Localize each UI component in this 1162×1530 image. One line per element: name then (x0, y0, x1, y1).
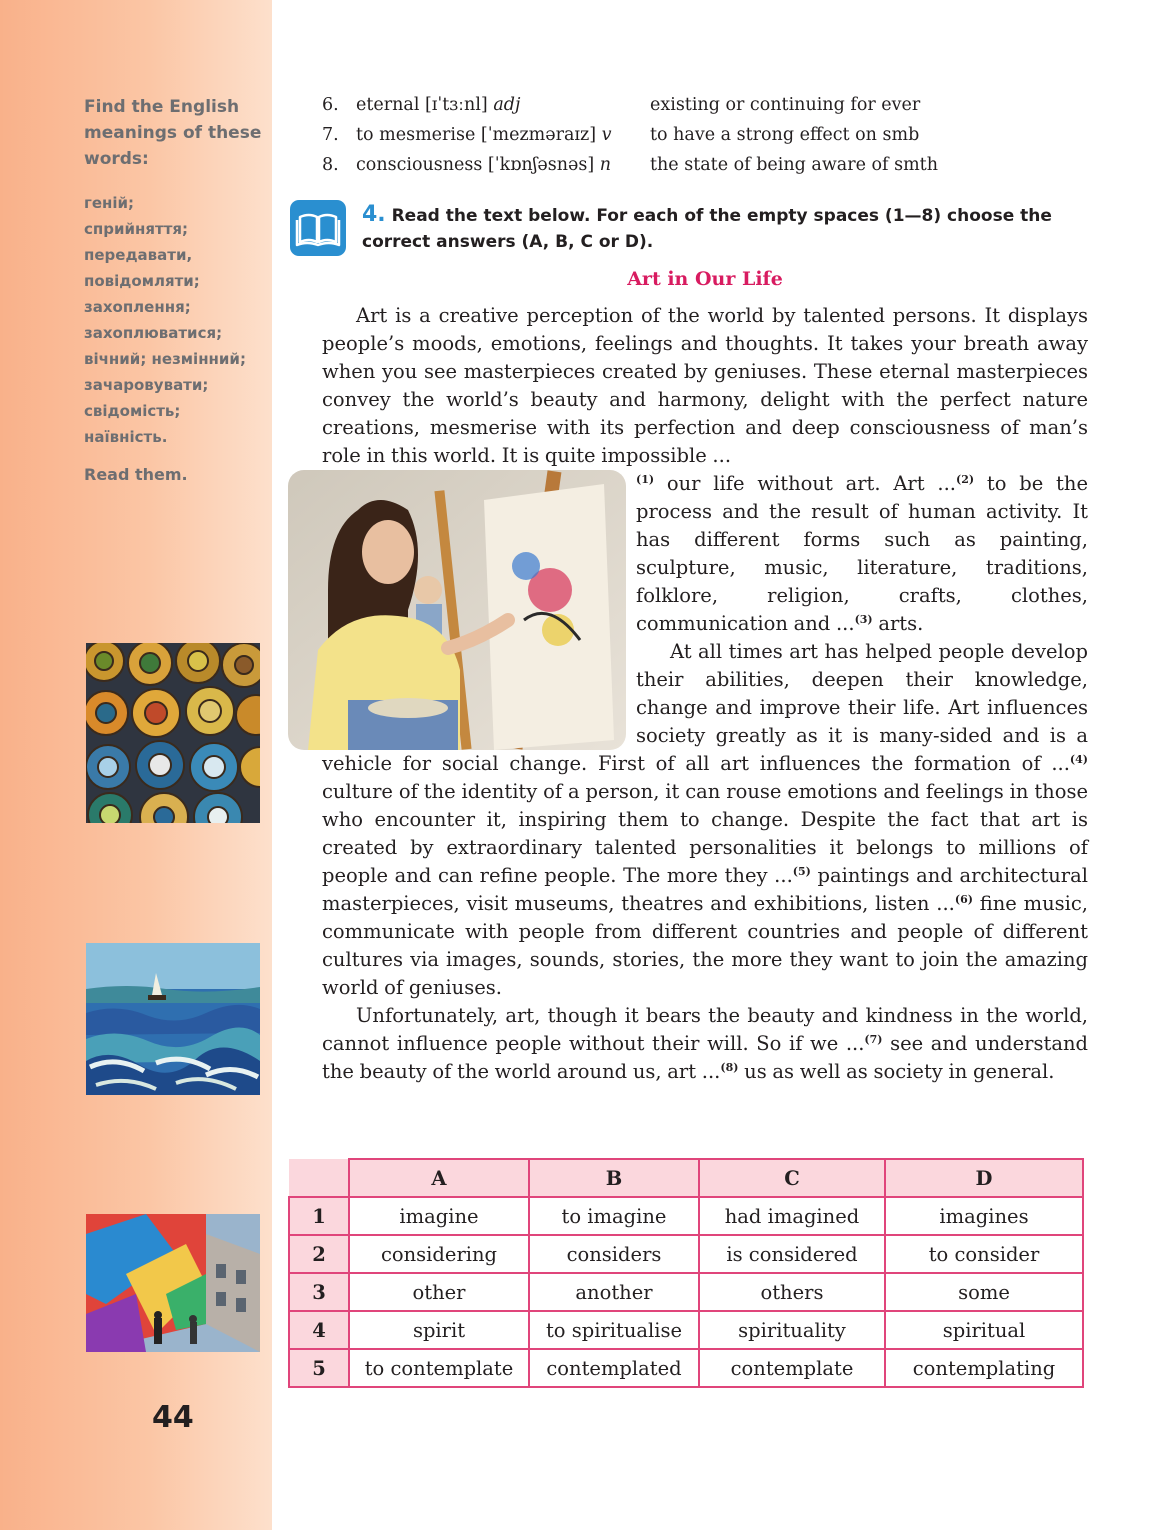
table-row (289, 1273, 1083, 1311)
option-cell: to consider (885, 1235, 1083, 1273)
option-cell: to contemplate (349, 1349, 529, 1387)
row-number: 5 (289, 1349, 349, 1387)
row-number: 3 (289, 1273, 349, 1311)
reading-text: Art is a creative perception of the world by talented persons. It displays people’s moods, emotions, feelings and thoughts. It takes your breath away when you see masterpieces created by geniuses. These eternal masterpieces convey the world’s beauty and harmony, delight with the perfect nature creations, mesmerise with its perfection and deep consciousness of man’s role in this world. It is quite impossible ... $^{(1)}$ our life without art. Art ...$^{(2)}$ to be the process and the result of human activity. It has different forms such as painting, sculpture, music, literature, traditions, folklore, religion, crafts, clothes, communication and ...$^{(3)}$ arts. At all times art has helped people develop their abilities, deepen their knowledge, change and improve their life. Art influences society greatly as it is many-sided and is a vehicle for social change. First of all art influences the formation of ...$^{(4)}$ culture of the identity of a person, it can rouse emotions and feelings in those who encounter it, inspiring them to change. Despite the fact that art is created by extraordinary talented personalities it belongs to millions of people and can refine people. The more they ...$^{(5)}$ paintings and architectural masterpieces, visit museums, theatres and exhibitions, listen ...$^{(6)}$ fine music, communicate with people from different countries and people of different cultures via images, sounds, stories, the more they want to join the amazing world of geniuses. Unfortunately, art, though it bears the beauty and kindness in the world, cannot influence people without their will. So if we ...$^{(7)}$ see and understand the beauty of the world around us, art ...$^{(8)}$ us as well as society in general. (322, 302, 1088, 1086)
option-cell: contemplating (885, 1349, 1083, 1387)
task-number: 4. (362, 202, 386, 227)
page-number: 44 (152, 1400, 194, 1435)
option-cell: contemplated (529, 1349, 699, 1387)
option-cell: considers (529, 1235, 699, 1273)
option-cell: imagines (885, 1197, 1083, 1235)
word-item: захоплення; (84, 298, 191, 316)
option-cell: to spiritualise (529, 1311, 699, 1349)
vocab-number: 6. (322, 95, 339, 115)
table-row (289, 1235, 1083, 1273)
option-cell: spirituality (699, 1311, 885, 1349)
column-header: C (699, 1159, 885, 1197)
vocab-definition: to have a strong effect on smb (650, 125, 920, 145)
word-item: наївність. (84, 428, 168, 446)
vocab-term: to mesmerise [ˈmezməraɪz] (356, 125, 597, 145)
decorative-plates-photo (86, 643, 260, 823)
vocab-pos: n (599, 155, 612, 175)
girl-painting-photo (288, 470, 626, 750)
column-header: A (349, 1159, 529, 1197)
read-prompt: Read them. (84, 465, 188, 484)
task-instruction (362, 202, 1092, 255)
paragraph: Unfortunately, art, though it bears the beauty and kindness in the world, cannot influence people without their will. So if we ...$^{(7)}$ see and understand the beauty of the world around us, art ...$^{(8)}$ us as well as society in general. (322, 1004, 1088, 1083)
paragraph: At all times art has helped people develop their abilities, deepen their knowledge, change and improve their life. Art influences society greatly as it is many-sided and is a vehicle for social change. First of all art influences the formation of ...$^{(4)}$ culture of the identity of a person, it can rouse emotions and feelings in those who encounter it, inspiring them to change. Despite the fact that art is created by extraordinary talented personalities it belongs to millions of people and can refine people. The more they ...$^{(5)}$ paintings and architectural masterpieces, visit museums, theatres and exhibitions, listen ...$^{(6)}$ fine music, communicate with people from different countries and people of different cultures via images, sounds, stories, the more they want to join the amazing world of geniuses. (322, 640, 1088, 999)
vocab-pos: adj (493, 95, 521, 115)
option-cell: another (529, 1273, 699, 1311)
option-cell: spirit (349, 1311, 529, 1349)
vocab-pos: v (601, 125, 612, 145)
table-row (289, 1311, 1083, 1349)
table-row (289, 1197, 1083, 1235)
word-item: передавати, (84, 246, 193, 264)
word-item: захоплюватися; (84, 324, 223, 342)
row-number: 2 (289, 1235, 349, 1273)
column-header: B (529, 1159, 699, 1197)
word-item: свідомість; (84, 402, 181, 420)
empty-corner-cell (289, 1159, 349, 1197)
option-cell: had imagined (699, 1197, 885, 1235)
vocab-term: eternal [ɪˈtɜːnl] (356, 95, 488, 115)
answer-options-table (288, 1158, 1084, 1388)
option-cell: contemplate (699, 1349, 885, 1387)
option-cell: considering (349, 1235, 529, 1273)
word-item: зачаровувати; (84, 376, 209, 394)
vocab-number: 7. (322, 125, 339, 145)
option-cell: imagine (349, 1197, 529, 1235)
vocab-term: consciousness [ˈkɒnʃəsnəs] (356, 155, 595, 175)
word-item: сприйняття; (84, 220, 189, 238)
option-cell: some (885, 1273, 1083, 1311)
seascape-painting (86, 943, 260, 1095)
task-text: Read the text below. For each of the empty spaces (1—8) choose the correct answers (A, B, C or D). (362, 206, 1052, 252)
ukrainian-word-list (84, 190, 264, 450)
sidebar-heading: Find the English meanings of these words: (84, 97, 262, 169)
option-cell: is considered (699, 1235, 885, 1273)
option-cell: spiritual (885, 1311, 1083, 1349)
graffiti-street-photo (86, 1214, 260, 1352)
vocab-number: 8. (322, 155, 339, 175)
vocab-definition: existing or continuing for ever (650, 95, 921, 115)
vocab-definition: the state of being aware of smth (650, 155, 938, 175)
text-title: Art in Our Life (627, 268, 783, 290)
paragraph: Art is a creative perception of the world by talented persons. It displays people’s moods, emotions, feelings and thoughts. It takes your breath away when you see masterpieces created by geniuses. These eternal masterpieces convey the world’s beauty and harmony, delight with the perfect nature creations, mesmerise with its perfection and deep consciousness of man’s role in this world. It is quite impossible ... (322, 304, 1088, 467)
option-cell: to imagine (529, 1197, 699, 1235)
word-item: геній; (84, 194, 135, 212)
open-book-icon (290, 200, 346, 256)
row-number: 1 (289, 1197, 349, 1235)
column-header: D (885, 1159, 1083, 1197)
word-item: повідомляти; (84, 272, 200, 290)
option-cell: others (699, 1273, 885, 1311)
option-cell: other (349, 1273, 529, 1311)
table-row (289, 1349, 1083, 1387)
row-number: 4 (289, 1311, 349, 1349)
table-header-row (289, 1159, 1083, 1197)
word-item: вічний; незмінний; (84, 350, 246, 368)
